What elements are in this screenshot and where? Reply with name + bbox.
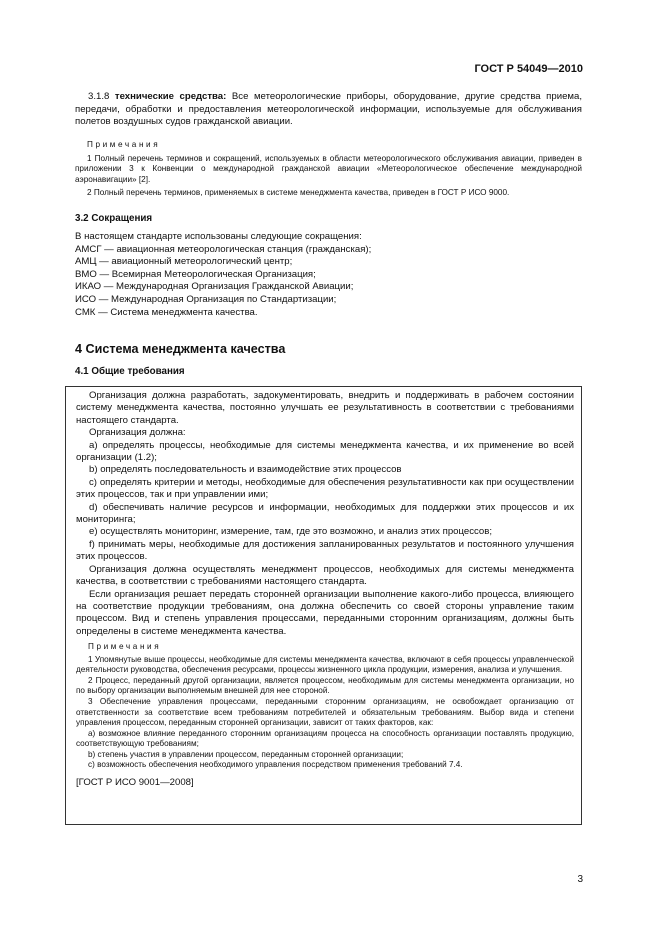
abbreviation-item: АМСГ — авиационная метеорологическая станция (гражданская); [75,243,372,255]
requirement-item: e) осуществлять мониторинг, измерение, там, где это возможно, и анализ этих процессов; [89,526,493,538]
note-item: 1 Полный перечень терминов и сокращений, используемых в области метеорологического обслуживания авиации, приведен в приложении 3 к Конвенции о международной гражданской авиации «Метеорологическое обеспечение международной аэронавигации» [2]. [75,153,582,184]
box-note-item: 2 Процесс, переданный другой организации, является процессом, необходимым для системы менеджмента организации, но по выбору организации выполняемым внешней для нее стороной. [76,675,574,696]
abbreviation-item: ИСО — Международная Организация по Стандартизации; [75,293,337,305]
term-name: технические средства: [114,91,227,102]
standard-reference: [ГОСТ Р ИСО 9001—2008] [76,777,194,789]
requirement-item: b) определять последовательность и взаимодействие этих процессов [89,464,402,476]
quoted-requirements-box [65,386,582,825]
abbreviation-item: ИКАО — Международная Организация Гражданской Авиации; [75,281,354,293]
section-4-1-title: 4.1 Общие требования [75,366,185,377]
clause-3-1-8-text: 3.1.8 технические средства: Все метеорологические приборы, оборудование, другие средства приема, передачи, обработки и предоставления метеорологической информации, используемые для обслуживания полетов воздушных судов гражданской авиации. [75,91,582,128]
requirement-paragraph: Организация должна разработать, задокументировать, внедрить и поддерживать в рабочем состоянии систему менеджмента качества, постоянно улучшать ее результативность в соответствии с требованиями настоящего стандарта. [76,390,574,426]
requirement-paragraph: Если организация решает передать сторонней организации выполнение какого-либо процесса, влияющего на соответствие продукции требованиям, она должна обеспечить со своей стороны управление таким процессом. Вид и степень управления процессами, переданными сторонним организациям, должны быть определены в системе менеджмента качества. [76,588,574,637]
section-4-title: 4 Система менеджмента качества [75,342,286,356]
document-code-header: ГОСТ Р 54049—2010 [474,63,583,75]
notes-title: Примечания [87,140,161,149]
quoted-requirements-content [76,390,574,789]
requirement-item: а) определять процессы, необходимые для системы менеджмента качества, и их применение во всей организации (1.2); [76,439,574,464]
box-notes-title: Примечания [88,642,162,652]
box-note-item: 3 Обеспечение управления процессами, переданными сторонним организациям, не освобождает организацию от ответственности за соответствие всем требованиям потребителей и обязательным требованиям. Выбор вида и степени управления процессом, переданным сторонней организации, зависит от таких факторов, как: [76,696,574,728]
abbreviation-item: ВМО — Всемирная Метеорологическая Организация; [75,268,316,280]
requirement-paragraph: Организация должна осуществлять менеджмент процессов, необходимых для системы менеджмента качества, в соответствии с требованиями настоящего стандарта. [76,563,574,588]
notes-block-1 [75,139,582,199]
requirement-item: c) определять критерии и методы, необходимые для обеспечения результативности как при осуществлении этих процессов, так и при управлении ими; [76,476,574,501]
section-3-2-title: 3.2 Сокращения [75,213,153,224]
abbreviation-list [75,231,371,319]
requirement-item: d) обеспечивать наличие ресурсов и информации, необходимых для поддержки этих процессов и их мониторинга; [76,501,574,526]
page-number: 3 [577,874,583,885]
abbreviation-item: СМК — Система менеджмента качества. [75,306,258,318]
box-note-item: b) степень участия в управлении процессом, переданным сторонней организации; [88,749,404,759]
box-note-item: c) возможность обеспечения необходимого управления посредством применения требований 7.4. [88,760,463,770]
abbreviation-intro: В настоящем стандарте использованы следующие сокращения: [75,231,362,242]
box-note-item: 1 Упомянутые выше процессы, необходимые для системы менеджмента качества, включают в себя процессы управленческой деятельности руководства, обеспечения ресурсами, процессы жизненного цикла продукции, измерения, анализа и улучшения. [76,654,574,675]
abbreviation-item: АМЦ — авиационный метеорологический центр; [75,256,293,268]
box-note-item: а) возможное влияние переданного сторонним организациям процесса на способность организации поставлять продукцию, соответствующую требованиям; [76,728,574,749]
requirement-paragraph: Организация должна: [89,427,186,439]
clause-3-1-8 [75,91,582,129]
requirement-item: f) принимать меры, необходимые для достижения запланированных результатов и постоянного улучшения этих процессов. [76,538,574,563]
note-item: 2 Полный перечень терминов, применяемых в системе менеджмента качества, приведен в ГОСТ Р ИСО 9000. [87,188,510,198]
